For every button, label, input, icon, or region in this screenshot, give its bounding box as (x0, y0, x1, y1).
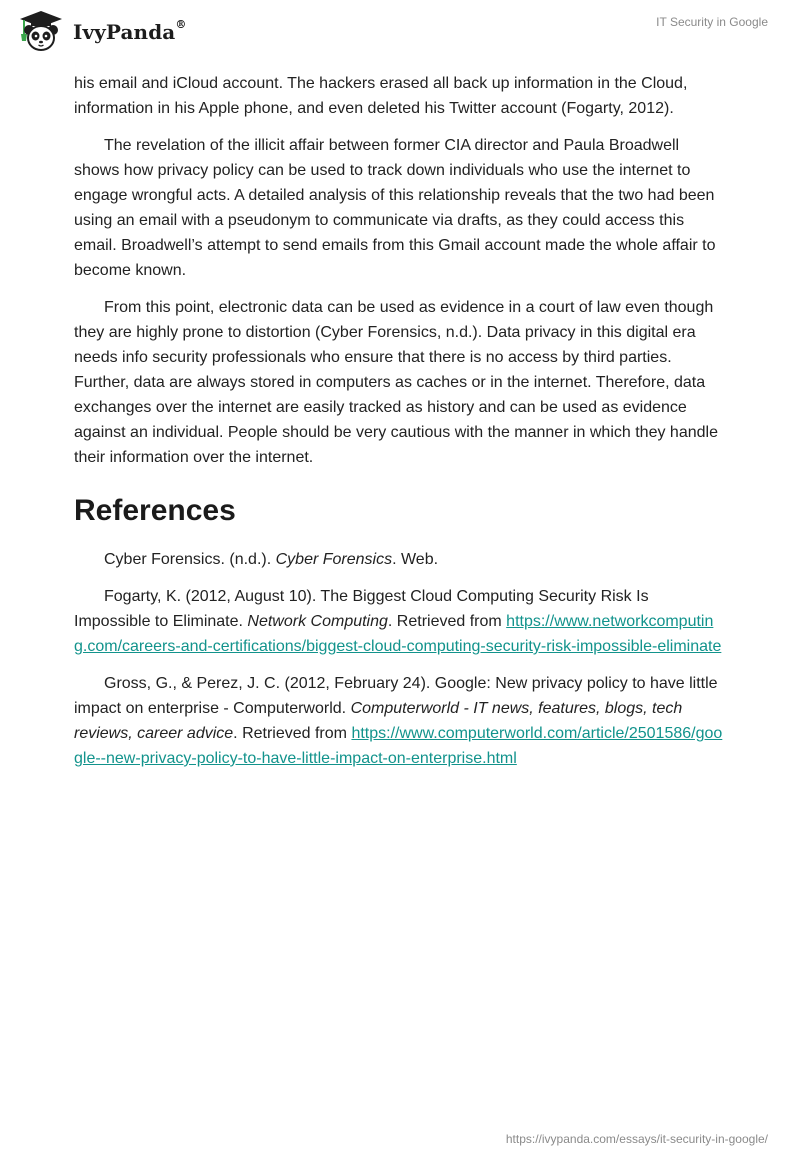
reference-entry (74, 547, 726, 572)
reference-link[interactable]: https://www.networkcomputing.com/careers-and-certifications/biggest-cloud-computing-security-risk-impossible-eliminate (74, 613, 722, 655)
footer-source-url[interactable]: https://ivypanda.com/essays/it-security-in-google/ (505, 1132, 768, 1146)
reference-entry (74, 671, 726, 771)
reference-source-title: Network Computing (247, 613, 388, 630)
brand-name (73, 20, 186, 44)
page-header (0, 0, 800, 64)
body-paragraph: his email and iCloud account. The hackers erased all back up information in the Cloud, information in his Apple phone, and even deleted his Twitter account (Fogarty, 2012). (74, 75, 688, 117)
reference-source-title: Computerworld - IT news, features, blogs, tech reviews, career advice (74, 700, 683, 742)
essay-content (74, 71, 726, 771)
panda-graduate-icon (16, 9, 66, 53)
reference-source-title: Cyber Forensics (275, 551, 393, 568)
document-title: IT Security in Google (656, 15, 768, 29)
reference-link[interactable]: https://www.computerworld.com/article/2501586/google--new-privacy-policy-to-have-little-impact-on-enterprise.html (74, 725, 723, 767)
body-paragraph: The revelation of the illicit affair between former CIA director and Paula Broadwell shows how privacy policy can be used to track down individuals who use the internet to engage wrongful acts. A detailed analysis of this relationship reveals that the two had been using an email with a pseudonym to communicate via drafts, as they could access this email. Broadwell’s attempt to send emails from this Gmail account made the whole affair to become known. (74, 137, 716, 279)
reference-text: . Retrieved from (387, 613, 507, 630)
reference-text: Cyber Forensics. (n.d.). (104, 551, 276, 568)
reference-text: . Retrieved from (233, 725, 352, 742)
brand-text: IvyPanda (73, 20, 176, 44)
body-paragraph: From this point, electronic data can be used as evidence in a court of law even though they are highly prone to distortion (Cyber Forensics, n.d.). Data privacy in this digital era needs info security professionals who ensure that there is no access by third parties. Further, data are always stored in computers as caches or in the internet. Therefore, data exchanges over the internet are easily tracked as history and can be used as evidence against an individual. People should be very cautious with the manner in which they handle their information over the internet. (74, 299, 718, 466)
reference-text: Fogarty, K. (2012, August 10). The Biggest Cloud Computing Security Risk Is Impossible to Eliminate. (74, 588, 649, 630)
references-heading: References (74, 494, 236, 527)
trademark-symbol: ® (175, 18, 187, 32)
reference-text: . Web. (392, 551, 439, 568)
ivypanda-logo[interactable] (16, 9, 186, 53)
reference-text: Gross, G., & Perez, J. C. (2012, February 24). Google: New privacy policy to have little impact on enterprise - Computerworld. (74, 675, 718, 717)
reference-entry (74, 584, 726, 659)
